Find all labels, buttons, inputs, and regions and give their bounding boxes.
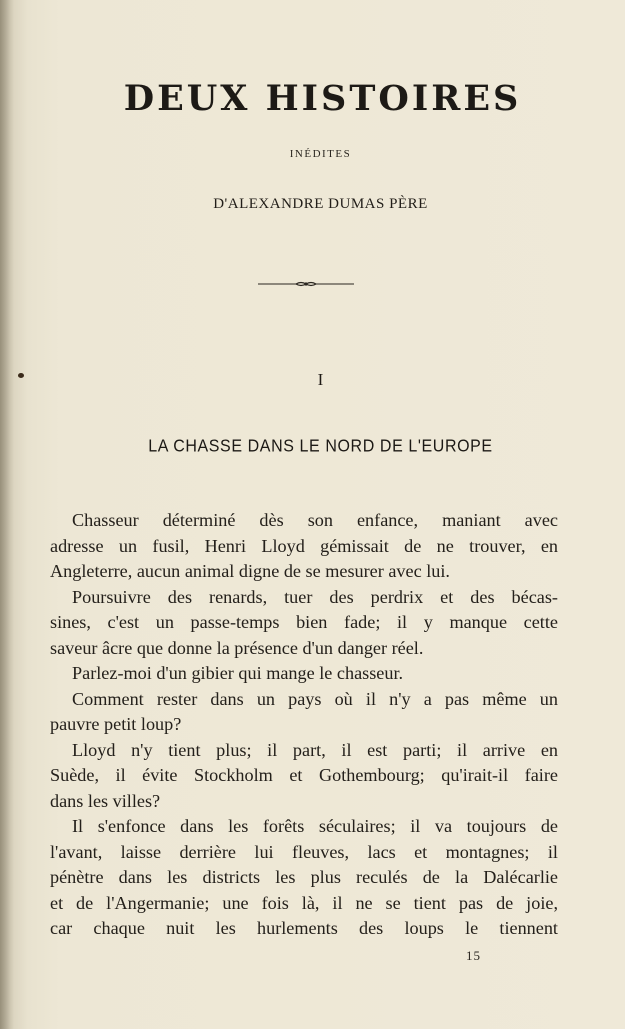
text-line: et de l'Angermanie; une fois là, il ne se tient pas de joie, — [50, 892, 558, 913]
text-line: dans les villes? — [50, 790, 161, 811]
text-line: saveur âcre que donne la présence d'un danger réel. — [50, 637, 424, 658]
chapter-title: LA CHASSE DANS LE NORD DE L'EUROPE — [148, 437, 493, 456]
ornament-divider — [256, 280, 356, 288]
book-author: D'ALEXANDRE DUMAS PÈRE — [213, 196, 428, 212]
text-line: Angleterre, aucun animal digne de se mesurer avec lui. — [50, 561, 450, 581]
text-line: Poursuivre des renards, tuer des perdrix et des bécas- — [72, 586, 558, 607]
text-line: car chaque nuit les hurlements des loups le tiennent — [50, 918, 558, 938]
text-line: adresse un fusil, Henri Lloyd gémissait de ne trouver, en — [50, 535, 558, 556]
text-line: pauvre petit loup? — [50, 714, 182, 734]
text-line: Parlez-moi d'un gibier qui mange le chasseur. — [72, 663, 404, 683]
text-line: Comment rester dans un pays où il n'y a pas même un — [72, 688, 558, 709]
text-line: sines, c'est un passe-temps bien fade; il y manque cette — [50, 612, 558, 632]
book-title: DEUX HISTOIRES — [123, 78, 522, 119]
body-text — [50, 508, 558, 942]
text-line: Il s'enfonce dans les forêts séculaires; il va toujours de — [72, 816, 558, 836]
chapter-number: I — [317, 370, 324, 389]
text-line: Suède, il évite Stockholm et Gothembourg; qu'irait-il faire — [50, 765, 558, 785]
text-line: pénètre dans les districts les plus reculés de la Dalécarlie — [50, 867, 558, 887]
text-line: Chasseur déterminé dès son enfance, maniant avec — [72, 510, 558, 530]
book-subtitle: INÉDITES — [289, 148, 352, 160]
text-line: Lloyd n'y tient plus; il part, il est parti; il arrive en — [72, 739, 558, 760]
page-number: 15 — [466, 948, 481, 963]
text-line: l'avant, laisse derrière lui fleuves, lacs et montagnes; il — [50, 841, 558, 862]
